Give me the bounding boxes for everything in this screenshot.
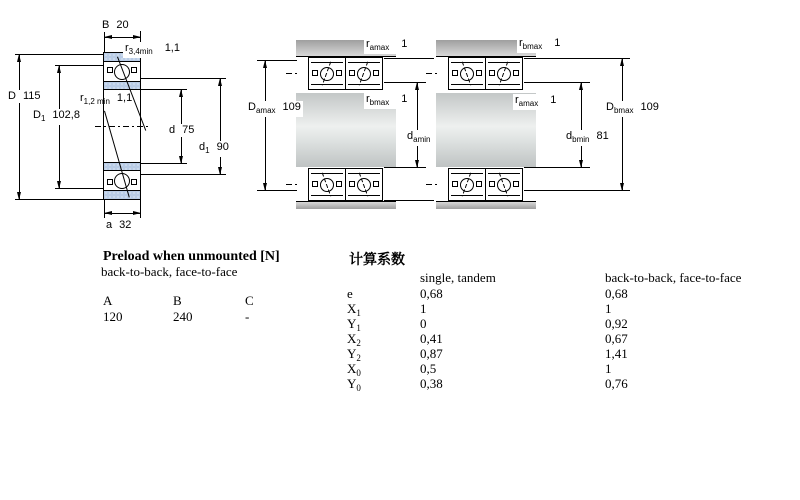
dim-label-B: B 20 [102, 19, 129, 31]
ring-line [488, 195, 520, 196]
ring-line [488, 173, 520, 174]
housing-bottom [436, 201, 536, 209]
factors-col2-header: back-to-back, face-to-face [605, 270, 742, 285]
preload-value-B: 240 [173, 309, 193, 324]
center-mark [426, 184, 438, 185]
factor-row-value1: 0 [420, 316, 427, 331]
factor-row-value2: 1 [605, 361, 612, 376]
factor-row-value1: 0,5 [420, 361, 437, 376]
cage-square [489, 70, 495, 76]
dim-line-dbmin [581, 82, 582, 168]
ring-line [451, 195, 483, 196]
arrow-down-icon [579, 160, 583, 168]
dim-label-Dbmax: $D_{bmax}$ 109 [606, 101, 659, 115]
cage-square [476, 181, 482, 187]
factor-row-value1: 0,41 [420, 331, 443, 346]
ext-line-Dbmax-bottom [524, 190, 630, 191]
preload-col-B: B [173, 293, 182, 308]
factor-row-label: $X_0$ [347, 361, 361, 378]
factors-col1-header: single, tandem [420, 270, 496, 285]
ext-line-Dbmax-top [524, 58, 630, 59]
factor-row-label: e [347, 286, 353, 301]
dim-label-ramax: $r_{amax}$ 1 [366, 38, 408, 52]
bearing-cell [486, 169, 522, 200]
factor-row-label: $Y_1$ [347, 316, 361, 333]
dim-label-r34min: $r_{3,4min}$ 1,1 [125, 42, 180, 56]
factor-row-label: $X_2$ [347, 331, 361, 348]
factor-row-value1: 0,68 [420, 286, 443, 301]
dim-label-damin: $d_{amin}$ [405, 130, 452, 146]
dim-label-rbmax: $r_{bmax}$ 1 [519, 37, 561, 51]
arrow-up-icon [620, 58, 624, 66]
cage-square [489, 181, 495, 187]
center-mark [426, 73, 438, 74]
factors-title: 计算系数 [349, 253, 405, 268]
preload-subtitle: back-to-back, face-to-face [101, 264, 238, 279]
cage-square [513, 70, 519, 76]
dim-label-D1: $D_1$ 102,8 [33, 109, 80, 123]
preload-col-A: A [103, 293, 113, 308]
factor-row-value1: 0,38 [420, 376, 443, 391]
factor-row-value1: 1 [420, 301, 427, 316]
dim-line-Dbmax [622, 58, 623, 191]
factor-row-value2: 0,76 [605, 376, 628, 391]
factor-row-label: $Y_0$ [347, 376, 361, 393]
dim-label-rbmax: $r_{bmax}$ 1 [366, 93, 408, 107]
cage-square [513, 181, 519, 187]
preload-title: Preload when unmounted [N] [103, 249, 280, 264]
factor-row-value1: 0,87 [420, 346, 443, 361]
arrow-down-icon [620, 183, 624, 191]
factor-row-label: $X_1$ [347, 301, 361, 318]
dim-label-d: d 75 [169, 124, 195, 136]
dim-label-Damax: $D_{amax}$ 109 [248, 101, 301, 115]
cage-square [476, 70, 482, 76]
factor-row-value2: 0,92 [605, 316, 628, 331]
cage-square [452, 181, 458, 187]
factor-row-value2: 0,67 [605, 331, 628, 346]
ring-line [451, 173, 483, 174]
ring-line [488, 84, 520, 85]
bearing-cell [449, 58, 485, 89]
dim-label-a: a 32 [106, 219, 132, 231]
dim-label-r12min: $r_{1,2 min}$ 1,1 [80, 92, 133, 106]
ring-line [451, 62, 483, 63]
bearing-pair-bottom [448, 168, 523, 201]
factor-row-value2: 0,68 [605, 286, 628, 301]
preload-col-C: C [245, 293, 254, 308]
ring-line [451, 84, 483, 85]
factor-row-value2: 1,41 [605, 346, 628, 361]
right-figure-mounting [0, 0, 700, 245]
cage-square [452, 70, 458, 76]
factor-row-label: $Y_2$ [347, 346, 361, 363]
arrow-up-icon [579, 82, 583, 90]
bearing-pair-top [448, 57, 523, 90]
ring-line [488, 62, 520, 63]
dim-label-D: D 115 [8, 90, 41, 102]
dim-label-ramax: $r_{amax}$ 1 [515, 94, 557, 108]
preload-value-C: - [245, 309, 250, 324]
preload-value-A: 120 [103, 309, 123, 324]
bearing-cell [449, 169, 485, 200]
dim-label-d1: $d_1$ 90 [199, 141, 229, 155]
bearing-cell [486, 58, 522, 89]
factor-row-value2: 1 [605, 301, 612, 316]
dim-label-dbmin: $d_{bmin}$ 81 [566, 130, 609, 144]
